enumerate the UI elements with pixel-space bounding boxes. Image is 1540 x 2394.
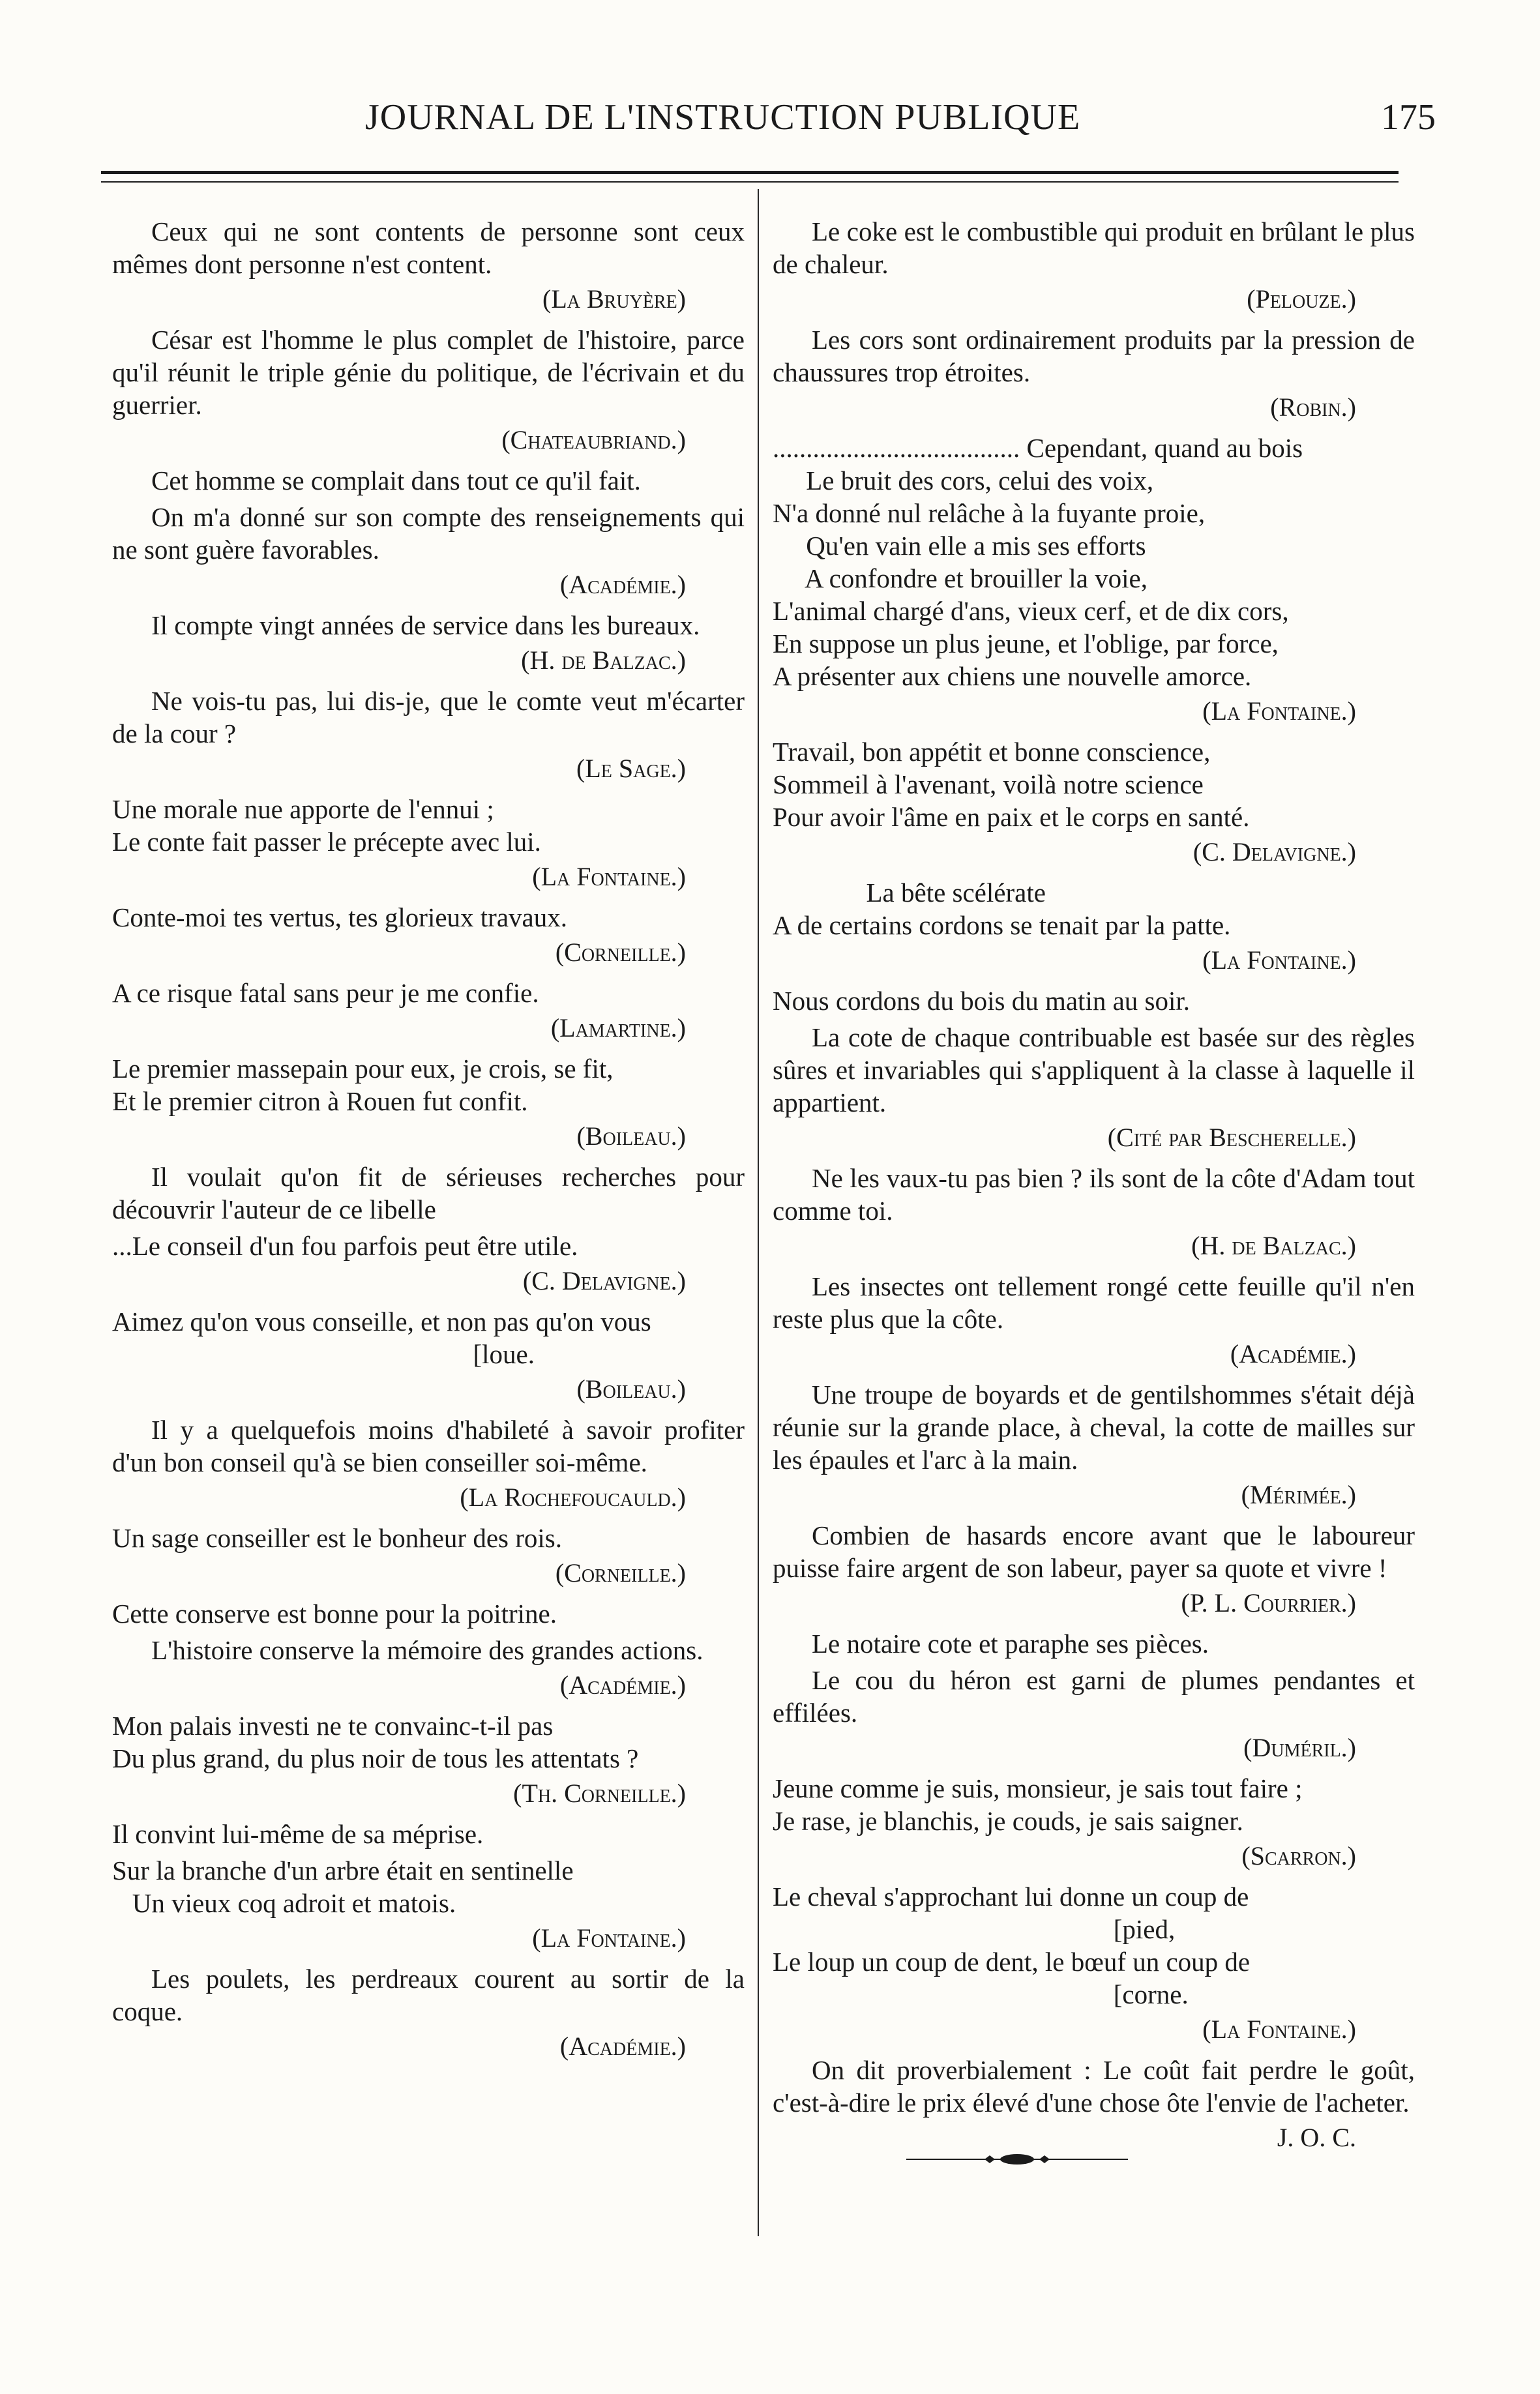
citation-entry (773, 1270, 1415, 1370)
prose-quotation: Le cou du héron est garni de plumes pendantes et effilées. (773, 1665, 1415, 1728)
citation-source: (Académie.) (559, 2032, 686, 2061)
citation-entry (112, 609, 745, 677)
prose-quotation: Ne vois-tu pas, lui dis-je, que le comte veut m'écarter de la cour ? (112, 686, 745, 748)
header-rule-thick (101, 171, 1399, 174)
citation-entry (112, 1160, 745, 1226)
citation-entry (112, 901, 745, 969)
citation-entry (773, 1664, 1415, 1764)
verse-quotation: A ce risque fatal sans peur je me confie. (112, 978, 539, 1008)
verse-quotation: Nous cordons du bois du matin au soir. (773, 986, 1191, 1016)
citation-source: (H. de Balzac.) (1191, 1231, 1356, 1260)
verse-quotation: Travail, bon appétit et bonne conscience, Sommeil à l'avenant, voilà notre science Pour avoir l'âme en paix et le corps en santé. (773, 737, 1250, 832)
citation-source: (Duméril.) (1243, 1733, 1356, 1762)
citation-entry (773, 1772, 1415, 1872)
prose-quotation: Une troupe de boyards et de gentilshommes s'était déjà réunie sur la grande place, à cheval, la cotte de mailles sur les épaules et l'arc à la main. (773, 1380, 1415, 1475)
citation-entry (112, 1522, 745, 1589)
citation-source: (Corneille.) (555, 1558, 686, 1588)
header-rule-thin (101, 181, 1399, 183)
prose-quotation: Ceux qui ne sont contents de personne sont ceux mêmes dont personne n'est content. (112, 216, 745, 279)
citation-entry (112, 1634, 745, 1702)
citation-entry (112, 1854, 745, 1955)
prose-quotation: Les insectes ont tellement rongé cette feuille qu'il n'en reste plus que la côte. (773, 1271, 1415, 1334)
citation-entry (112, 1052, 745, 1153)
citation-entry (112, 1230, 745, 1297)
prose-quotation: L'histoire conserve la mémoire des grandes actions. (151, 1635, 703, 1665)
running-title: JOURNAL DE L'INSTRUCTION PUBLIQUE (365, 97, 1081, 138)
citation-source: (Corneille.) (555, 938, 686, 967)
citation-source: J. O. C. (1277, 2123, 1356, 2152)
citation-source: (Académie.) (559, 1670, 686, 1700)
citation-entry (773, 984, 1415, 1017)
citation-entry (112, 977, 745, 1044)
citation-source: (La Bruyère) (542, 284, 686, 314)
citation-entry (773, 1519, 1415, 1619)
citation-source: (Académie.) (559, 570, 686, 599)
verse-quotation: Cette conserve est bonne pour la poitrine. (112, 1599, 557, 1629)
verse-quotation: Le premier massepain pour eux, je crois, se fit, Et le premier citron à Rouen fut confit. (112, 1054, 614, 1116)
citation-source: (H. de Balzac.) (521, 645, 686, 675)
citation-source: (Boileau.) (576, 1374, 686, 1404)
citation-source: (Académie.) (1230, 1339, 1356, 1368)
citation-source: (Pelouze.) (1247, 284, 1356, 314)
citation-entry (112, 215, 745, 316)
prose-quotation: Ne les vaux-tu pas bien ? ils sont de la côte d'Adam tout comme toi. (773, 1163, 1415, 1226)
citation-entry (112, 323, 745, 456)
verse-quotation: ...Le conseil d'un fou parfois peut être utile. (112, 1231, 578, 1261)
verse-quotation: Il convint lui-même de sa méprise. (112, 1819, 484, 1849)
citation-source: (Le Sage.) (576, 754, 686, 783)
citation-entry (773, 215, 1415, 316)
citation-entry (773, 2054, 1415, 2154)
verse-quotation: Mon palais investi ne te convainc-t-il pas Du plus grand, du plus noir de tous les attentats ? (112, 1711, 639, 1773)
prose-quotation: Il compte vingt années de service dans les bureaux. (151, 610, 700, 640)
verse-quotation: Jeune comme je suis, monsieur, je sais tout faire ; Je rase, je blanchis, je couds, je sais saigner. (773, 1773, 1303, 1836)
prose-quotation: On dit proverbialement : Le coût fait perdre le goût, c'est-à-dire le prix élevé d'une chose ôte l'envie de l'acheter. (773, 2055, 1415, 2118)
page-header (0, 91, 1540, 150)
prose-quotation: Il voulait qu'on fit de sérieuses recherches pour découvrir l'auteur de ce libelle (112, 1162, 745, 1224)
citation-source: (La Fontaine.) (532, 1923, 686, 1953)
citation-entry (112, 1413, 745, 1514)
prose-quotation: Cet homme se complait dans tout ce qu'il fait. (151, 466, 641, 495)
citation-entry (112, 1597, 745, 1630)
citation-source: (P. L. Courrier.) (1181, 1588, 1356, 1618)
verse-quotation: ..................................... Cependant, quand au bois Le bruit des cors, celui des voix, N'a donné nul relâche à la fuyante proie, Qu'en vain elle a mis ses efforts A confondre et brouiller la voie, L'animal chargé d'ans, vieux cerf, et de dix cors, En suppose un plus jeune, et l'oblige, par force, A présenter aux chiens une nouvelle amorce. (773, 433, 1303, 691)
citation-source: (Th. Corneille.) (513, 1779, 686, 1808)
citation-entry (773, 432, 1415, 728)
right-column (773, 215, 1415, 2162)
page-number: 175 (1381, 97, 1436, 138)
citation-entry (112, 501, 745, 601)
citation-entry (112, 464, 745, 497)
citation-source: (C. Delavigne.) (522, 1266, 686, 1295)
citation-source: (La Fontaine.) (1202, 696, 1356, 726)
citation-entry (773, 1162, 1415, 1262)
citation-entry (773, 1378, 1415, 1511)
left-column (112, 215, 745, 2071)
column-divider (758, 189, 759, 2236)
citation-source: (Cité par Bescherelle.) (1107, 1123, 1356, 1152)
citation-entry (773, 1021, 1415, 1154)
verse-quotation: La bête scélérate A de certains cordons se tenait par la patte. (773, 878, 1231, 940)
citation-entry (112, 1818, 745, 1850)
verse-quotation: Aimez qu'on vous conseille, et non pas qu'on vous [loue. (112, 1307, 651, 1369)
verse-quotation: Conte-moi tes vertus, tes glorieux travaux. (112, 902, 567, 932)
prose-quotation: Les poulets, les perdreaux courent au sortir de la coque. (112, 1964, 745, 2026)
verse-quotation: Sur la branche d'un arbre était en sentinelle Un vieux coq adroit et matois. (112, 1855, 574, 1918)
prose-quotation: Les cors sont ordinairement produits par la pression de chaussures trop étroites. (773, 325, 1415, 387)
citation-entry (773, 1627, 1415, 1660)
verse-quotation: Le cheval s'approchant lui donne un coup de [pied, Le loup un coup de dent, le bœuf un coup de [corne. (773, 1882, 1251, 2009)
citation-source: (Boileau.) (576, 1121, 686, 1151)
citation-entry (112, 1709, 745, 1810)
citation-entry (773, 876, 1415, 977)
citation-source: (La Fontaine.) (1202, 2015, 1356, 2044)
prose-quotation: César est l'homme le plus complet de l'histoire, parce qu'il réunit le triple génie du politique, de l'écrivain et du guerrier. (112, 325, 745, 420)
citation-source: (La Rochefoucauld.) (460, 1483, 686, 1512)
citation-source: (Mérimée.) (1241, 1480, 1356, 1509)
prose-quotation: On m'a donné sur son compte des renseignements qui ne sont guère favorables. (112, 502, 745, 565)
citation-entry (112, 1962, 745, 2063)
citation-entry (773, 1880, 1415, 2046)
citation-source: (Scarron.) (1241, 1841, 1356, 1870)
citation-source: (Lamartine.) (550, 1013, 686, 1042)
prose-quotation: Combien de hasards encore avant que le laboureur puisse faire argent de son labeur, payer sa quote et vivre ! (773, 1520, 1415, 1583)
prose-quotation: Il y a quelquefois moins d'habileté à savoir profiter d'un bon conseil qu'à se bien conseiller soi-même. (112, 1415, 745, 1477)
citation-entry (112, 1305, 745, 1406)
citation-entry (773, 735, 1415, 868)
verse-quotation: Un sage conseiller est le bonheur des rois. (112, 1523, 562, 1553)
prose-quotation: La cote de chaque contribuable est basée sur des règles sûres et invariables qui s'appliquent à la classe à laquelle il appartient. (773, 1022, 1415, 1117)
citation-source: (Robin.) (1270, 392, 1356, 422)
prose-quotation: Le coke est le combustible qui produit en brûlant le plus de chaleur. (773, 216, 1415, 279)
citation-source: (La Fontaine.) (1202, 945, 1356, 975)
citation-entry (112, 793, 745, 893)
citation-entry (112, 685, 745, 785)
end-ornament (906, 2151, 1128, 2167)
citation-entry (773, 323, 1415, 424)
citation-source: (Chateaubriand.) (501, 425, 686, 454)
verse-quotation: Une morale nue apporte de l'ennui ; Le conte fait passer le précepte avec lui. (112, 794, 541, 857)
citation-source: (C. Delavigne.) (1192, 837, 1356, 866)
citation-source: (La Fontaine.) (532, 862, 686, 891)
prose-quotation: Le notaire cote et paraphe ses pièces. (812, 1629, 1209, 1659)
